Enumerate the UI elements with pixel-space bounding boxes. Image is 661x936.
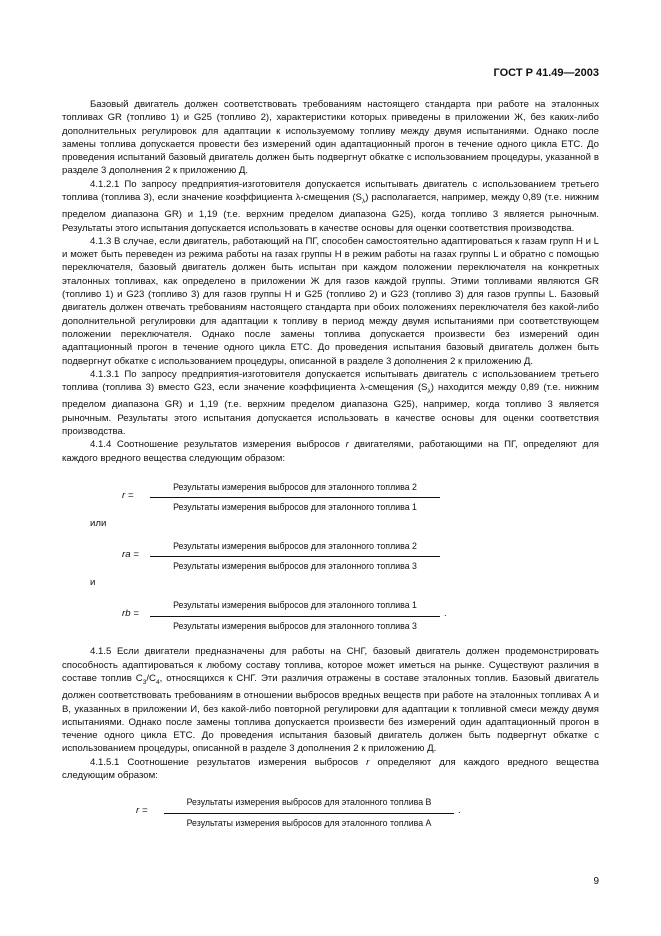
numerator: Результаты измерения выбросов для эталонного топлива 1 <box>173 600 417 611</box>
paragraph-4-1-4: 4.1.4 Соотношение результатов измерения выбросов r двигателями, работающими на ПГ, определяют для каждого вредного вещества следующим образом: <box>62 439 599 464</box>
numerator: Результаты измерения выбросов для эталонного топлива 2 <box>173 541 417 552</box>
fraction <box>150 540 440 574</box>
body-text <box>62 98 599 830</box>
denominator: Результаты измерения выбросов для эталонного топлива 1 <box>173 502 417 513</box>
numerator: Результаты измерения выбросов для эталонного топлива В <box>186 797 432 808</box>
paragraph-4-1-3: 4.1.3 В случае, если двигатель, работающий на ПГ, способен самостоятельно адаптироваться к газам групп Н и L и может быть переведен из режима работы на газах группы Н в режим работы на газах группы L и обратно с помощью переключателя, базовый двигатель должен быть испытан при каждом положении переключателя на конкретных эталонных топливах, как определено в приложении Ж для газов каждой группы. Этими топливами являются GR (топливо 1) и G23 (топливо 3) для газов группы Н и G25 (топливо 2) и G23 (топливо 3) для газов группы L. Базовый двигатель должен отвечать требованиям настоящего стандарта при обоих положениях переключателя без какой-либо дополнительной регулировки для адаптации к топливу в период между двумя испытаниями при соответствующем положении переключателя. Однако после замены топлива допускается произвести без измерений один адаптационный прогон в течение одного цикла ЕТС. До проведения испытания базовый двигатель должен быть подвергнут обкатке с использованием процедуры, описанной в разделе 3 дополнения 2 к приложению Д. <box>62 235 599 367</box>
fraction <box>150 481 440 515</box>
page-number: 9 <box>593 876 599 887</box>
numerator: Результаты измерения выбросов для эталонного топлива 2 <box>173 481 417 492</box>
formula-label: r = <box>122 489 134 501</box>
formula-r <box>62 481 599 511</box>
paragraph-4-1-5-1: 4.1.5.1 Соотношение результатов измерения выбросов r определяют для каждого вредного вещества следующим образом: <box>62 756 599 781</box>
connector-and: и <box>90 577 96 589</box>
paragraph-4-1-2-1: 4.1.2.1 По запросу предприятия-изготовителя допускается испытывать двигатель с использованием третьего топлива (топлива 3), если значение коэффициента λ-смещения $(S_\lambda)$ располагается, например, между 0,89 (т.е. нижним пределом диапазона GR) и 1,19 (т.е. верхним пределом диапазона G25), когда топливо 3 является рыночным. Результаты этого испытания допускается использовать в качестве основы для оценки соответствия производства. <box>62 178 599 234</box>
denominator: Результаты измерения выбросов для эталонного топлива А <box>186 817 432 828</box>
formula-label: ra = <box>122 549 139 561</box>
formula-label: r = <box>136 805 148 817</box>
denominator: Результаты измерения выбросов для эталонного топлива 3 <box>173 561 417 572</box>
formula-rb <box>62 599 599 629</box>
paragraph-4-1-3-1: 4.1.3.1 По запросу предприятия-изготовителя допускается испытывать двигатель с использованием третьего топлива (топлива 3) вместо G23, если значение коэффициента λ-смещения $(S_\lambda)$ находится между 0,89 (т.е. нижним пределом диапазона GR) и 1,19 (т.е. верхним пределом диапазона G25), например, когда топливо 3 является рыночным. Результаты этого испытания допускается использовать в качестве основы для оценки соответствия производства. <box>62 368 599 437</box>
fraction <box>150 599 440 633</box>
formula-tail: . <box>444 608 447 620</box>
paragraph-4-1-5: 4.1.5 Если двигатели предназначены для работы на СНГ, базовый двигатель должен продемонстрировать способность адаптироваться к любому составу топлива, которое может иметься на рынке. Существуют различия в составе топлив $С_3/С_4$, относящихся к СНГ. Эти различия отражены в составе эталонных топлив. Базовый двигатель должен соответствовать требованиям в отношении выбросов вредных веществ при работе на эталонных топливах А и В, указанных в приложении И, без какой-либо повторной регулировки для адаптации к топливной смеси между двумя испытаниями. Однако после замены топлива допускается произвести без измерений один адаптационный прогон в течение одного цикла ЕТС. До проведения испытания базовый двигатель должен быть подвергнут обкатке с использованием процедуры, описанной в разделе 3 дополнения 2 к приложению Д. <box>62 646 599 755</box>
standard-header: ГОСТ Р 41.49—2003 <box>493 67 599 79</box>
fraction <box>164 796 454 830</box>
formula-label: rb = <box>122 608 139 620</box>
paragraph: Базовый двигатель должен соответствовать требованиям настоящего стандарта при работе на эталонных топливах GR (топливо 1) и G25 (топливо 2), характеристики которых приведены в приложении Ж, без каких-либо дополнительных регулировок для адаптации к используемому топливу между двумя испытаниями. Однако после замены топлива допускается провести без измерений один адаптационный прогон в течение одного цикла ЕТС. До проведения испытаний базовый двигатель должен быть подвергнут обкатке с использованием процедуры, указанной в разделе 3 дополнения 2 к приложению Д. <box>62 99 599 177</box>
connector-or: или <box>90 517 107 529</box>
formula-tail: . <box>458 805 461 817</box>
formula-r-lpg <box>62 796 599 826</box>
formula-ra <box>62 540 599 570</box>
denominator: Результаты измерения выбросов для эталонного топлива 3 <box>173 620 417 631</box>
